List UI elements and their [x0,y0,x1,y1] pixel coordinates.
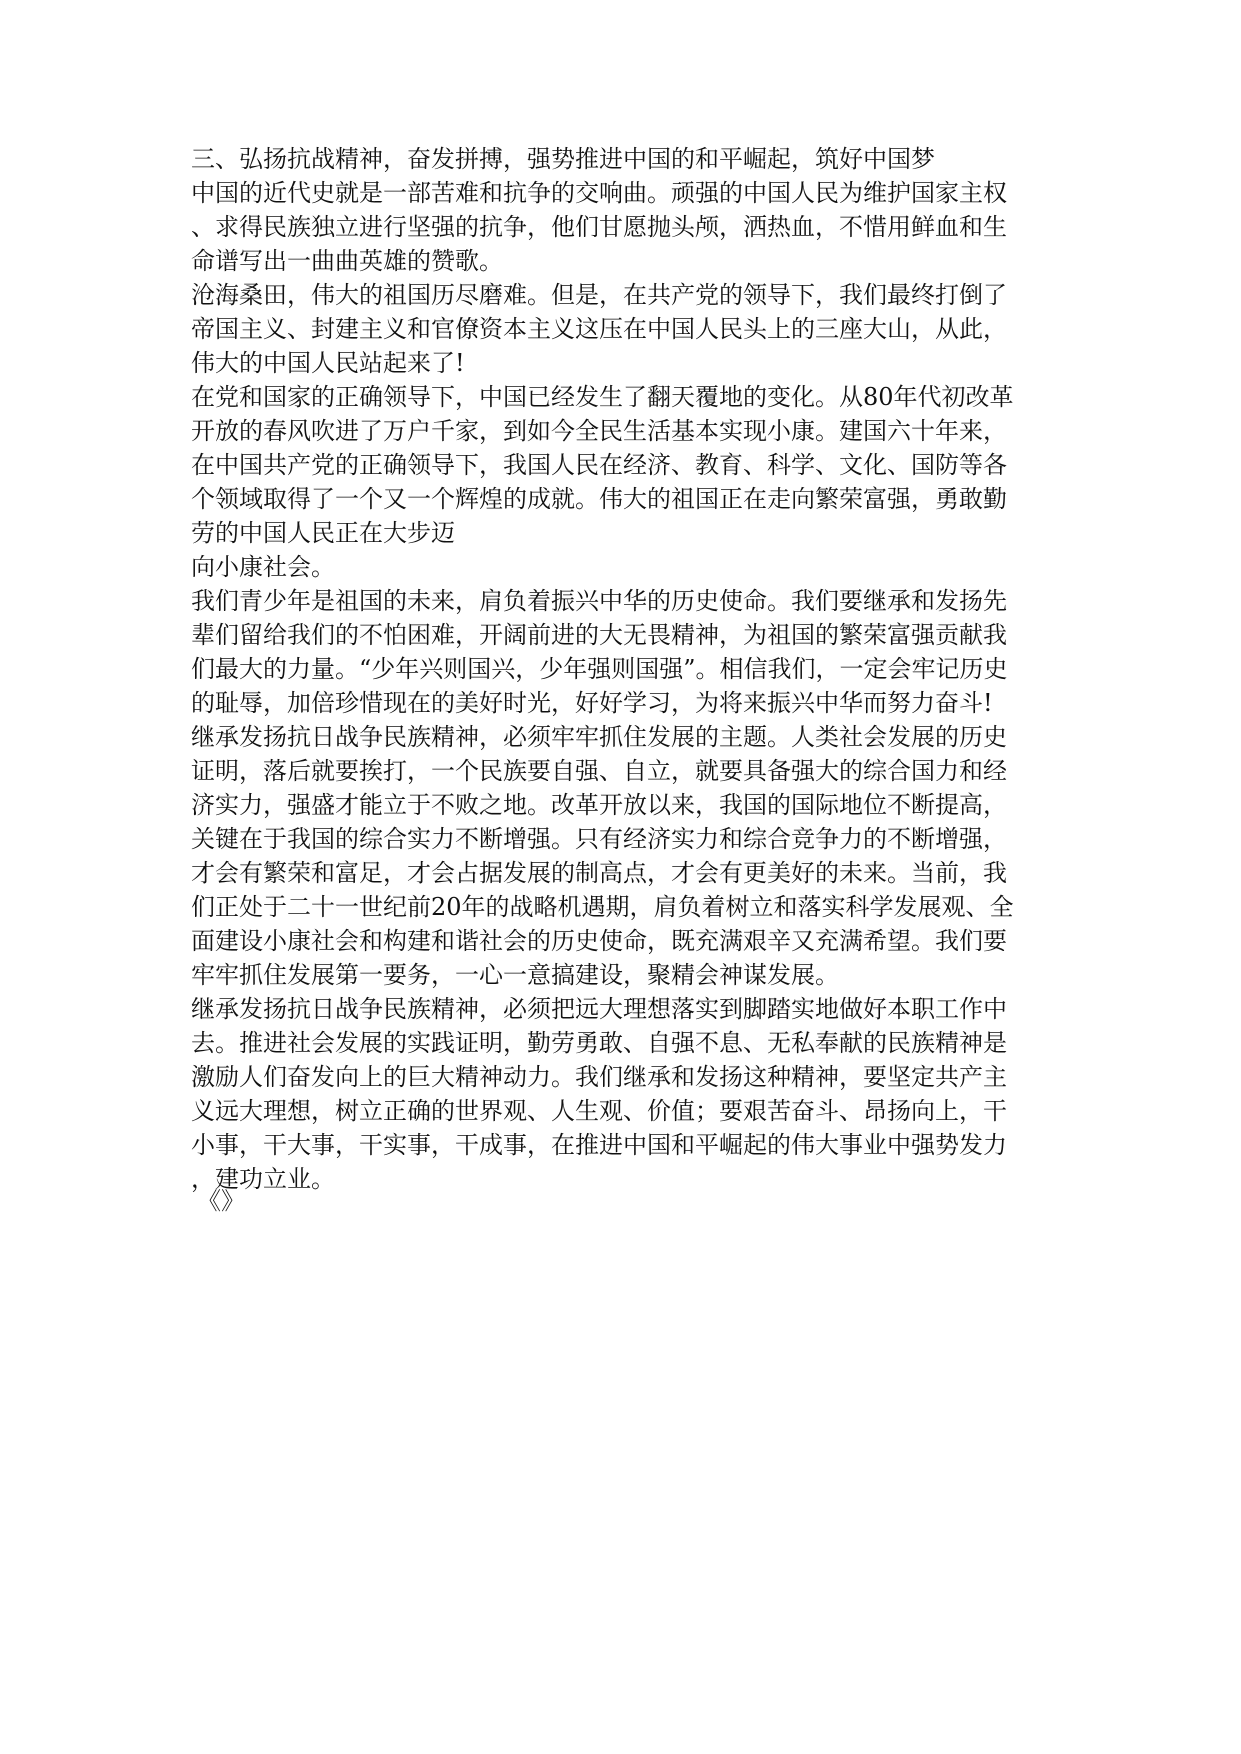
text-line: 继承发扬抗日战争民族精神，必须牢牢抓住发展的主题。人类社会发展的历史 [191,723,1007,751]
text-line: 面建设小康社会和构建和谐社会的历史使命，既充满艰辛又充满希望。我们要 [191,927,1007,955]
text-line: 激励人们奋发向上的巨大精神动力。我们继承和发扬这种精神，要坚定共产主 [191,1063,1007,1091]
text-line: 在党和国家的正确领导下，中国已经发生了翻天覆地的变化。从80年代初改革 [191,383,1014,411]
text-line: 帝国主义、封建主义和官僚资本主义这压在中国人民头上的三座大山，从此， [191,315,1007,343]
text-line: 们正处于二十一世纪前20年的战略机遇期，肩负着树立和落实科学发展观、全 [191,893,1014,921]
text-line: 辈们留给我们的不怕困难，开阔前进的大无畏精神，为祖国的繁荣富强贡献我 [191,621,1007,649]
text-line: 的耻辱，加倍珍惜现在的美好时光，好好学习，为将来振兴中华而努力奋斗! [191,689,993,717]
text-line: 在中国共产党的正确领导下，我国人民在经济、教育、科学、文化、国防等各 [191,451,1007,479]
text-line: 个领域取得了一个又一个辉煌的成就。伟大的祖国正在走向繁荣富强，勇敢勤 [191,485,1007,513]
text-line: 开放的春风吹进了万户千家，到如今全民生活基本实现小康。建国六十年来， [191,417,1007,445]
text-line: 沧海桑田，伟大的祖国历尽磨难。但是，在共产党的领导下，我们最终打倒了 [191,281,1007,309]
text-line: 去。推进社会发展的实践证明，勤劳勇敢、自强不息、无私奉献的民族精神是 [191,1029,1007,1057]
text-line: 继承发扬抗日战争民族精神，必须把远大理想落实到脚踏实地做好本职工作中 [191,995,1007,1023]
text-line: 小事，干大事，干实事，干成事，在推进中国和平崛起的伟大事业中强势发力 [191,1131,1007,1159]
text-line: 才会有繁荣和富足，才会占据发展的制高点，才会有更美好的未来。当前，我 [191,859,1007,887]
text-line: 证明，落后就要挨打，一个民族要自强、自立，就要具备强大的综合国力和经 [191,757,1007,785]
text-line: 们最大的力量。“少年兴则国兴，少年强则国强”。相信我们，一定会牢记历史 [191,655,1008,683]
text-line: 关键在于我国的综合实力不断增强。只有经济实力和综合竞争力的不断增强， [191,825,1007,853]
section-heading: 三、弘扬抗战精神，奋发拼搏，强势推进中国的和平崛起，筑好中国梦 [191,145,935,173]
text-line: 济实力，强盛才能立于不败之地。改革开放以来，我国的国际地位不断提高， [191,791,1007,819]
text-line: 牢牢抓住发展第一要务，一心一意搞建设，聚精会神谋发展。 [191,961,839,989]
title-brackets: 《》 [197,1187,245,1215]
text-line: 命谱写出一曲曲英雄的赞歌。 [191,247,503,275]
text-line: 、求得民族独立进行坚强的抗争，他们甘愿抛头颅，洒热血，不惜用鲜血和生 [191,213,1007,241]
text-line: 劳的中国人民正在大步迈 [191,519,455,547]
text-line: ，建功立业。 [191,1165,335,1193]
text-line: 伟大的中国人民站起来了! [191,349,465,377]
text-line: 向小康社会。 [191,553,335,581]
text-line: 我们青少年是祖国的未来，肩负着振兴中华的历史使命。我们要继承和发扬先 [191,587,1007,615]
text-line: 义远大理想，树立正确的世界观、人生观、价值；要艰苦奋斗、昂扬向上，干 [191,1097,1007,1125]
document-body [191,142,1051,1196]
text-line: 中国的近代史就是一部苦难和抗争的交响曲。顽强的中国人民为维护国家主权 [191,179,1007,207]
